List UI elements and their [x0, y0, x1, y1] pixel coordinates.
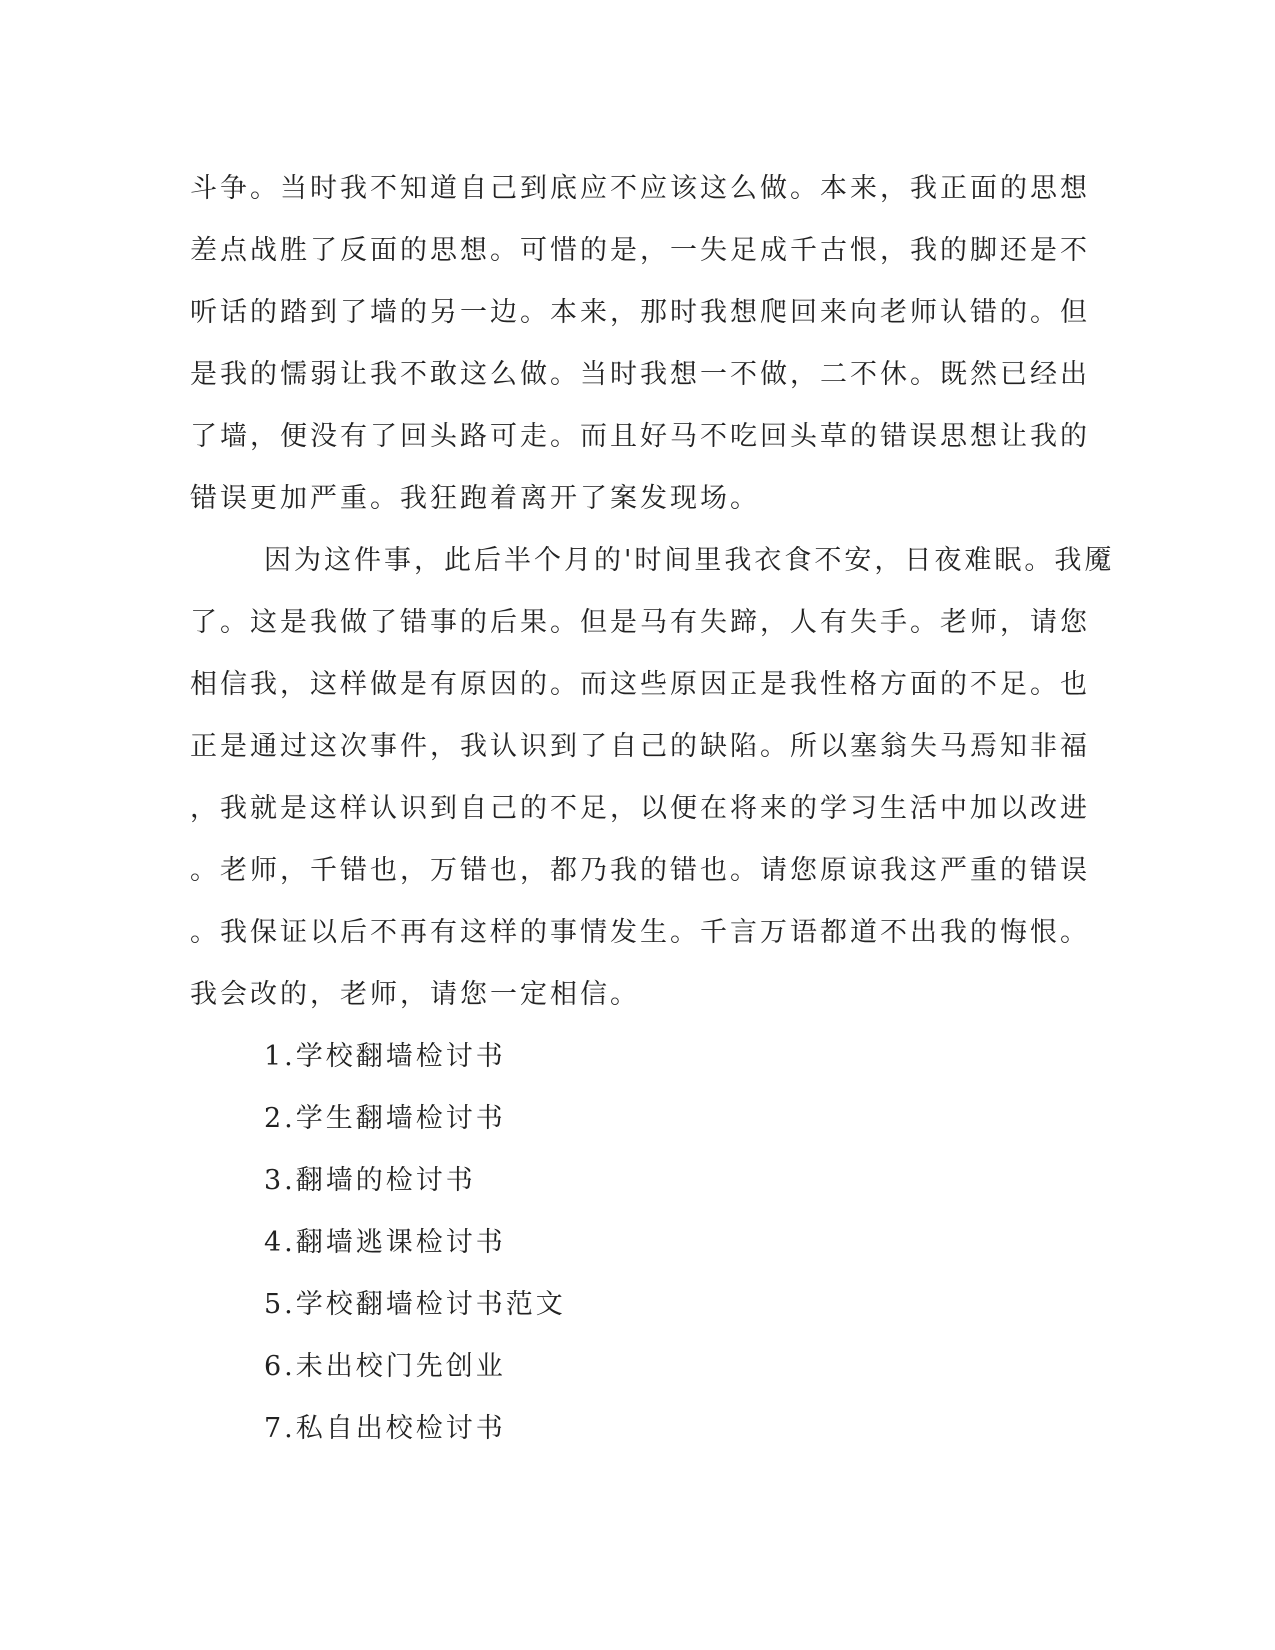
- related-links-list: [190, 1026, 1090, 1460]
- text-line: 错误更加严重。我狂跑着离开了案发现场。: [190, 483, 760, 514]
- list-item: 4.翻墙逃课检讨书: [264, 1227, 506, 1258]
- text-line: 。我保证以后不再有这样的事情发生。千言万语都道不出我的悔恨。: [190, 917, 1090, 948]
- text-line: 是我的懦弱让我不敢这么做。当时我想一不做，二不休。既然已经出: [190, 359, 1090, 390]
- list-item: 5.学校翻墙检讨书范文: [264, 1289, 566, 1320]
- paragraph-1: [190, 158, 1090, 530]
- text-line: 相信我，这样做是有原因的。而这些原因正是我性格方面的不足。也: [190, 669, 1090, 700]
- list-item: 1.学校翻墙检讨书: [264, 1041, 506, 1072]
- text-line: ，我就是这样认识到自己的不足，以便在将来的学习生活中加以改进: [190, 793, 1090, 824]
- text-line: 。老师，千错也，万错也，都乃我的错也。请您原谅我这严重的错误: [190, 855, 1090, 886]
- document-body: [190, 158, 1115, 1460]
- paragraph-2: [190, 530, 1115, 1026]
- text-line: 了。这是我做了错事的后果。但是马有失蹄，人有失手。老师，请您: [190, 607, 1090, 638]
- text-line: 斗争。当时我不知道自己到底应不应该这么做。本来，我正面的思想: [190, 173, 1090, 204]
- text-line: 因为这件事，此后半个月的'时间里我衣食不安，日夜难眠。我魇: [264, 545, 1115, 576]
- text-line: 正是通过这次事件，我认识到了自己的缺陷。所以塞翁失马焉知非福: [190, 731, 1090, 762]
- text-line: 我会改的，老师，请您一定相信。: [190, 979, 640, 1010]
- list-item: 2.学生翻墙检讨书: [264, 1103, 506, 1134]
- list-item: 6.未出校门先创业: [264, 1351, 506, 1382]
- text-line: 了墙，便没有了回头路可走。而且好马不吃回头草的错误思想让我的: [190, 421, 1090, 452]
- list-item: 7.私自出校检讨书: [264, 1413, 506, 1444]
- text-line: 差点战胜了反面的思想。可惜的是，一失足成千古恨，我的脚还是不: [190, 235, 1090, 266]
- text-line: 听话的踏到了墙的另一边。本来，那时我想爬回来向老师认错的。但: [190, 297, 1090, 328]
- list-item: 3.翻墙的检讨书: [264, 1165, 476, 1196]
